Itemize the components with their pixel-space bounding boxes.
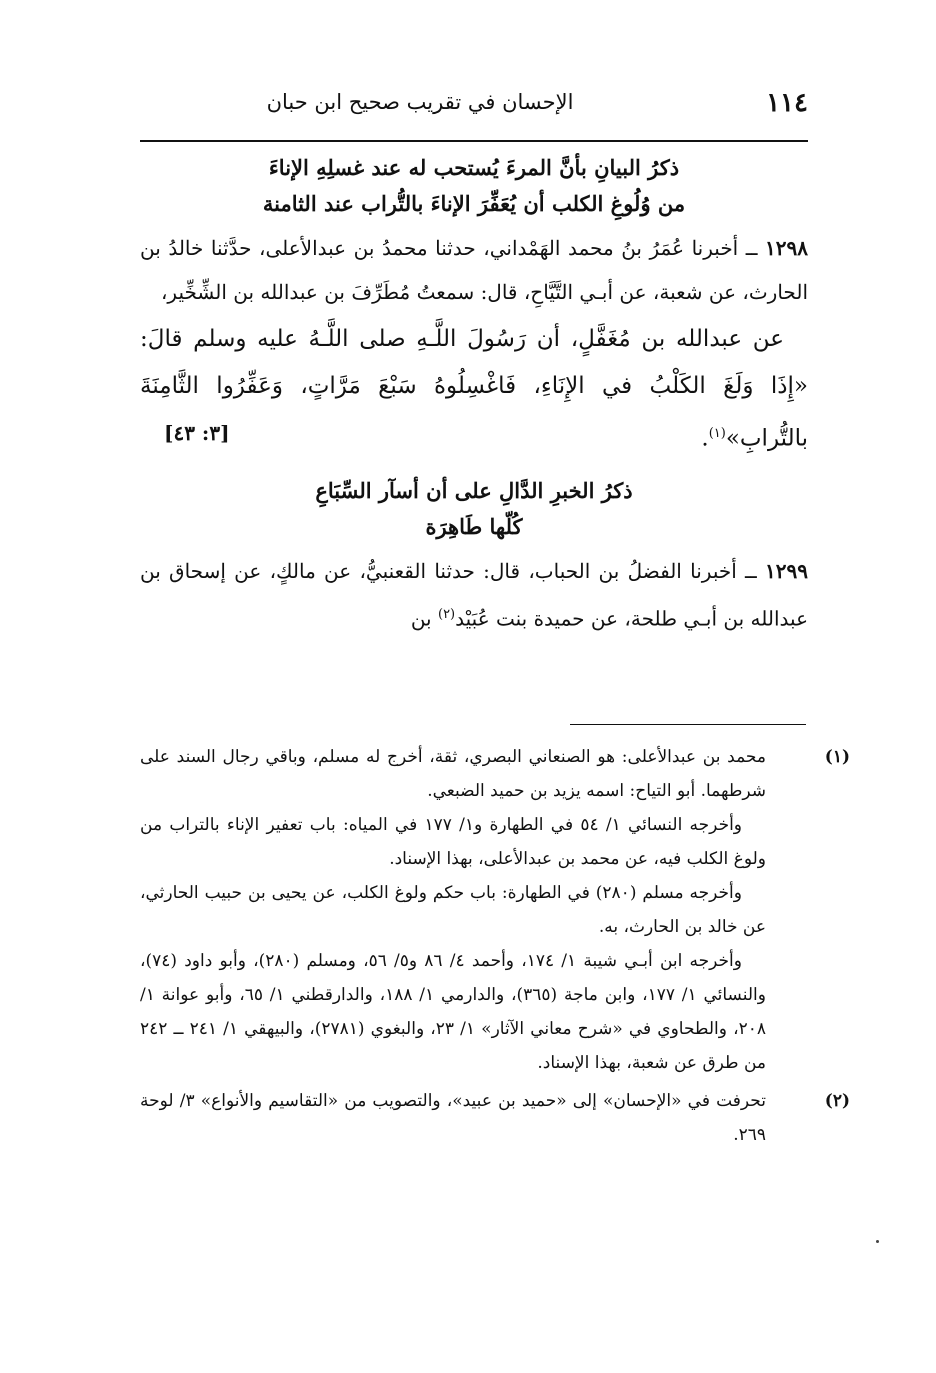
footnote-1 (140, 740, 850, 808)
footnote-2 (140, 1084, 850, 1152)
isnad-text: ــ أخبرنا عُمَرُ بنُ محمد الهَمْداني، حدثنا محمدُ بن عبدالأعلى، حدَّثنا خالدُ بن الحارث، عن شعبة، عن أبـي التَّيَّاحِ، قال: سمعتُ مُطَرِّفَ بن عبدالله بن الشِّخِّير، (140, 236, 808, 304)
section-heading-1-line2: من وُلُوغِ الكلب أن يُعَفِّرَ الإناءَ بالتُّراب عند الثامنة (262, 191, 686, 216)
footnote-mark-2: (٢) (437, 606, 456, 622)
footnote-mark-1: (١) (708, 426, 726, 441)
hadith-number: ١٢٩٩ (765, 558, 808, 583)
running-title: الإحسان في تقريب صحيح ابن حبان (266, 90, 574, 114)
footnote-rule (570, 724, 806, 725)
section-heading-1 (140, 150, 808, 222)
main-text (140, 150, 808, 640)
footnote-1-paragraph: وأخرجه مسلم (٢٨٠) في الطهارة: باب حكم ولوغ الكلب، عن يحيى بن حبيب الحارثي، عن خالد بن الحارث، به. (140, 883, 766, 937)
matn-text: عن عبدالله بن مُغَفَّلٍ، أن رَسُولَ اللَّـهِ صلى اللَّـهُ عليه وسلم قالَ: «إِذَا وَلَغَ الكَلْبُ في الإِنَاءِ، فَاغْسِلُوهُ سَبْعَ مَرَّاتٍ، وَعَفِّرُوا الثَّامِنَةَ بالتُّرابِ» (140, 326, 808, 452)
page-header (140, 88, 808, 124)
footnote-2-text: تحرفت في «الإحسان» إلى «حميد بن عبيد»، والتصويب من «التقاسيم والأنواع» ٣/ لوحة ٢٦٩. (140, 1091, 766, 1145)
hadith-1299-isnad (140, 549, 808, 641)
footnote-2-label: (٢) (824, 1091, 850, 1111)
matn-end: . (701, 425, 709, 452)
isnad-text: ــ أخبرنا الفضلُ بن الحباب، قال: حدثنا القعنبيُّ، عن مالكٍ، عن إسحاق بن عبدالله بن أبـي طلحة، عن حميدة بنت عُبَيْد (140, 558, 808, 631)
header-rule (140, 140, 808, 142)
footnote-1-paragraph: وأخرجه ابن أبـي شيبة ١/ ١٧٤، وأحمد ٤/ ٨٦ و٥/ ٥٦، ومسلم (٢٨٠)، وأبو داود (٧٤)، والنسائي ١/ ١٧٧، وابن ماجة (٣٦٥)، والدارمي ١/ ١٨٨، والدارقطني ١/ ٦٥، وأبو عوانة ١/ ٢٠٨، والطحاوي في «شرح معاني الآثار» ١/ ٢٣، والبغوي (٢٧٨١)، والبيهقي ١/ ٢٤١ ــ ٢٤٢ من طرق عن شعبة، بهذا الإسناد. (140, 951, 766, 1073)
hadith-1298-matn (140, 316, 808, 463)
section-heading-2-line2: كُلّها طَاهِرَة (425, 513, 523, 539)
section-heading-2 (140, 473, 808, 545)
footnote-1-text: محمد بن عبدالأعلى: هو الصنعاني البصري، ثقة، أخرج له مسلم، وباقي رجال السند على شرطهما. أبو التياح: اسمه يزيد بن حميد الضبعي. (140, 747, 766, 801)
hadith-reference: [٣: ٤٣] (164, 421, 230, 445)
footnote-1-paragraph: وأخرجه النسائي ١/ ٥٤ في الطهارة و١/ ١٧٧ في المياه: باب تعفير الإناء بالتراب من ولوغ الكلب فيه، عن محمد بن عبدالأعلى، بهذا الإسناد. (140, 815, 766, 869)
hadith-number: ١٢٩٨ (765, 236, 808, 260)
footnote-1-label: (١) (824, 747, 850, 767)
footnotes (140, 740, 850, 1152)
hadith-1298-isnad (140, 226, 808, 314)
section-heading-1-line1: ذكرُ البيانِ بأنَّ المرءَ يُستحب له عند غسلِهِ الإناءَ (268, 155, 680, 180)
isnad-text-end: بن (410, 606, 438, 631)
page-number: ١١٤ (766, 88, 808, 118)
section-heading-2-line1: ذكرُ الخبرِ الدَّالِ على أن أسآر السِّبَاعِ (315, 477, 633, 503)
scan-speck (876, 1240, 879, 1243)
